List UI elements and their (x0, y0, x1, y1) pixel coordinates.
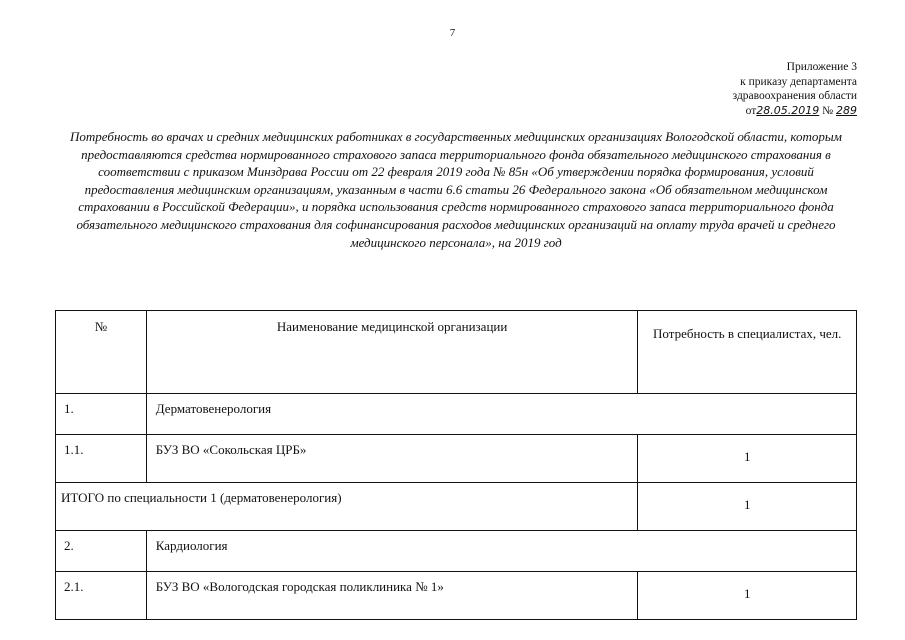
row-num: 2.1. (56, 572, 147, 620)
org-name: БУЗ ВО «Сокольская ЦРБ» (146, 435, 638, 483)
appendix-department: здравоохранения области (732, 90, 857, 102)
header-name: Наименование медицинской организации (146, 311, 638, 394)
org-name: БУЗ ВО «Вологодская городская поликлиника № 1» (146, 572, 638, 620)
row-num: 2. (56, 531, 147, 572)
table-header-row (56, 311, 857, 394)
handwritten-number: 289 (836, 103, 857, 117)
section-name: Кардиология (146, 531, 856, 572)
section-name: Дерматовенерология (146, 394, 856, 435)
row-num: 1.1. (56, 435, 147, 483)
handwritten-date: 28.05.2019 (756, 103, 820, 117)
page-number: 7 (449, 27, 456, 39)
header-need: Потребность в специалистах, чел. (638, 311, 857, 394)
table-row (56, 435, 857, 483)
table-row (56, 572, 857, 620)
document-title: Потребность во врачах и средних медицинских работниках в государственных медицинских организациях Вологодской области, которым предоставляются средства нормированного страхового запаса территориального фонда обязательного медицинского страхования в соответствии с приказом Минздрава России от 22 февраля 2019 года № 85н «Об утверждении порядка формирования, условий предоставления медицинским организациям, указанным в части 6.6 статьи 26 Федерального закона «Об обязательном медицинском страховании в Российской Федерации», и порядка использования средств нормированного страхового запаса территориального фонда обязательного медицинского страхования для софинансирования расходов медицинских организаций на оплату труда врачей и среднего медицинского персонала», на 2019 год (70, 129, 842, 250)
need-value: 1 (638, 572, 857, 620)
appendix-block (733, 60, 857, 118)
needs-table (55, 310, 857, 620)
appendix-order-ref: к приказу департамента (740, 75, 857, 88)
number-prefix: № (822, 104, 834, 117)
table-row-total (56, 483, 857, 531)
date-prefix: от (745, 104, 757, 117)
appendix-date-line (733, 104, 857, 119)
need-value: 1 (638, 435, 857, 483)
total-label: ИТОГО по специальности 1 (дерматовенерология) (56, 483, 638, 531)
total-value: 1 (638, 483, 857, 531)
table-row-section (56, 531, 857, 572)
table-row-section (56, 394, 857, 435)
row-num: 1. (56, 394, 147, 435)
header-num: № (56, 311, 147, 394)
appendix-title: Приложение 3 (786, 61, 857, 73)
